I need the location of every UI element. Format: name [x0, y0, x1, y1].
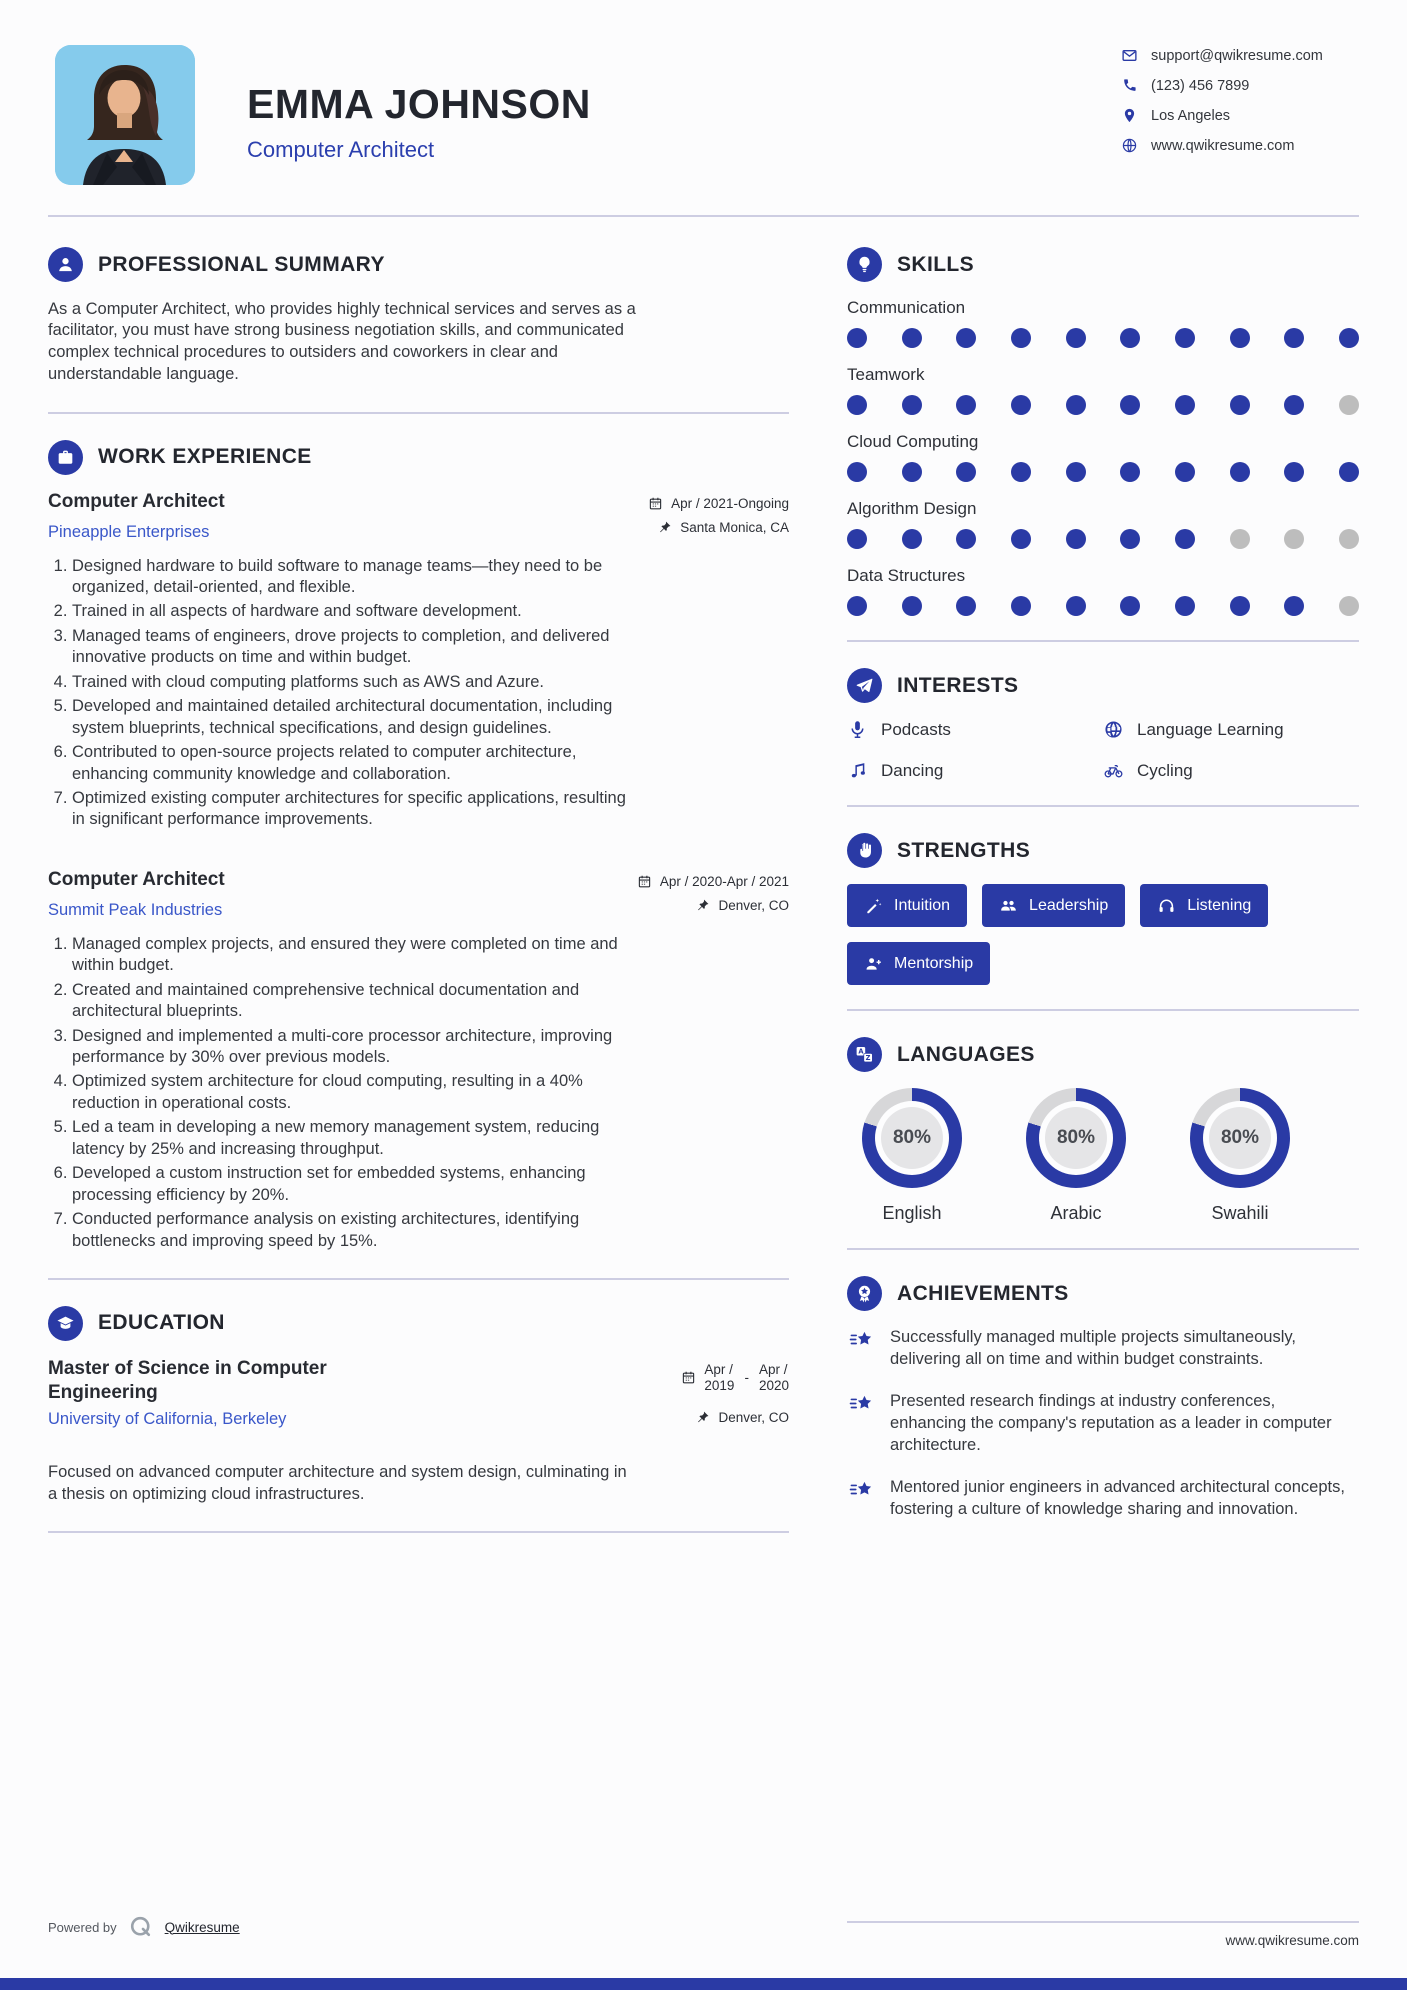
skill-name: Data Structures — [847, 566, 966, 585]
shooting-star-icon — [847, 1328, 877, 1355]
achievements-section-header — [847, 1276, 1359, 1311]
skill-dot — [956, 596, 976, 616]
skill-dot — [1066, 462, 1086, 482]
skill-dot — [902, 395, 922, 415]
interest-item — [847, 719, 1103, 740]
summary-text: As a Computer Architect, who provides highly technical services and serves as a facilitator, you must have strong business negotiation skills, and communicated complex technical procedures to outsiders and coworkers in clear and understandable language. — [48, 299, 636, 383]
skill-dot — [1011, 395, 1031, 415]
skill-dot — [956, 328, 976, 348]
globe-icon — [1103, 719, 1124, 740]
calendar-icon — [648, 496, 663, 511]
achievement-item — [847, 1327, 1347, 1371]
skill-dot — [1066, 395, 1086, 415]
interests-section-header — [847, 668, 1359, 703]
skill-dot — [1175, 529, 1195, 549]
job-date: Apr / 2020-Apr / 2021 — [659, 873, 789, 889]
interest-item — [1103, 760, 1359, 781]
skill-dot — [1230, 395, 1250, 415]
skill-item — [847, 566, 1359, 616]
translate-icon — [847, 1037, 882, 1072]
skills-section-header — [847, 247, 1359, 282]
shooting-star-icon — [847, 1478, 877, 1505]
language-name: Arabic — [1050, 1203, 1102, 1223]
interest-label: Language Learning — [1137, 719, 1284, 739]
languages-section-header — [847, 1037, 1359, 1072]
fist-icon — [847, 833, 882, 868]
job-bullet: 5. Led a team in developing a new memory management system, reducing latency by 25% and increasing throughput. — [72, 1117, 636, 1160]
job-location-row — [657, 520, 789, 535]
microphone-icon — [847, 719, 868, 740]
language-percent: 80% — [1220, 1127, 1260, 1148]
skill-dot — [1066, 529, 1086, 549]
skill-name: Algorithm Design — [847, 499, 977, 518]
language-name: English — [882, 1203, 942, 1223]
medal-icon — [847, 1276, 882, 1311]
skill-dot — [956, 395, 976, 415]
education-meta — [681, 1357, 789, 1425]
contact-location-row — [1121, 107, 1359, 124]
header — [0, 0, 1407, 185]
section-divider — [48, 1531, 789, 1533]
skill-dot — [1120, 328, 1140, 348]
skill-dot — [1120, 529, 1140, 549]
job-entry — [48, 491, 789, 831]
achievements-heading: ACHIEVEMENTS — [897, 1281, 1069, 1305]
location-pin-icon — [1121, 107, 1138, 124]
skill-dot — [1230, 328, 1250, 348]
skill-dot — [1011, 596, 1031, 616]
skill-dot — [1339, 328, 1359, 348]
skill-dot — [1339, 395, 1359, 415]
strength-label: Listening — [1187, 896, 1252, 914]
language-item — [847, 1088, 977, 1224]
achievement-item — [847, 1477, 1347, 1521]
skill-dot — [1230, 596, 1250, 616]
powered-by-label: Powered by — [48, 1919, 117, 1935]
team-icon — [999, 896, 1018, 915]
job-bullet: 7. Conducted performance analysis on existing architectures, identifying bottlenecks and improving speed by 15%. — [72, 1209, 636, 1252]
education-location-row — [695, 1410, 789, 1425]
bicycle-icon — [1103, 760, 1124, 781]
skill-dot — [1284, 462, 1304, 482]
job-company-link[interactable]: Pineapple Enterprises — [48, 522, 210, 541]
interests-grid — [847, 719, 1359, 781]
skill-dots — [847, 328, 1359, 348]
skill-item — [847, 499, 1359, 549]
language-progress-ring — [862, 1088, 962, 1188]
strength-badge — [1140, 884, 1268, 927]
education-entry — [48, 1357, 789, 1446]
job-meta — [637, 869, 789, 913]
job-bullet: 1. Designed hardware to build software to manage teams—they need to be organized, detail-oriented, and flexible. — [72, 556, 636, 599]
interests-heading: INTERESTS — [897, 673, 1019, 697]
education-school-link[interactable]: University of California, Berkeley — [48, 1410, 287, 1429]
job-bullet: 3. Designed and implemented a multi-core processor architecture, improving performance by 30% over previous models. — [72, 1026, 636, 1069]
music-note-icon — [847, 760, 868, 781]
profile-photo-illustration — [55, 45, 195, 185]
job-bullet: 6. Developed a custom instruction set for embedded systems, enhancing processing efficiency by 20%. — [72, 1163, 636, 1206]
section-divider — [847, 1248, 1359, 1250]
language-progress-ring — [1026, 1088, 1126, 1188]
job-title: Computer Architect — [48, 490, 225, 512]
job-location: Santa Monica, CA — [680, 519, 789, 535]
job-company-link[interactable]: Summit Peak Industries — [48, 900, 223, 919]
strength-badge — [982, 884, 1125, 927]
language-percent: 80% — [892, 1127, 932, 1148]
section-divider — [847, 805, 1359, 807]
person-name: EMMA JOHNSON — [247, 81, 591, 127]
strengths-section-header — [847, 833, 1359, 868]
person-icon — [48, 247, 83, 282]
skill-item — [847, 365, 1359, 415]
job-bullet: 2. Trained in all aspects of hardware and software development. — [72, 601, 636, 622]
strength-label: Intuition — [894, 896, 951, 914]
job-meta — [648, 491, 789, 535]
job-bullet: 6. Contributed to open-source projects related to computer architecture, enhancing community knowledge and collaboration. — [72, 742, 636, 785]
skill-dot — [902, 596, 922, 616]
achievement-text: Presented research findings at industry conferences, enhancing the company's reputation as a leader in computer architecture. — [890, 1391, 1332, 1454]
education-heading: EDUCATION — [98, 1311, 225, 1335]
work-section-header — [48, 440, 789, 475]
work-heading: WORK EXPERIENCE — [98, 445, 312, 469]
education-degree: Master of Science in Computer Engineering — [48, 1357, 327, 1403]
skill-name: Teamwork — [847, 365, 925, 384]
job-date: Apr / 2021-Ongoing — [671, 495, 789, 511]
skill-dot — [1011, 529, 1031, 549]
education-date-end: Apr / 2020 — [758, 1361, 789, 1393]
job-title: Computer Architect — [48, 868, 225, 890]
contact-website[interactable]: www.qwikresume.com — [1151, 137, 1295, 154]
summary-section-header — [48, 247, 789, 282]
calendar-icon — [681, 1370, 696, 1385]
education-location: Denver, CO — [718, 1409, 789, 1425]
skill-dot — [1284, 395, 1304, 415]
skill-dot — [1284, 328, 1304, 348]
contact-phone: (123) 456 7899 — [1151, 77, 1250, 94]
job-bullet: 3. Managed teams of engineers, drove projects to completion, and delivered innovative products on time and within budget. — [72, 626, 636, 669]
lightbulb-icon — [847, 247, 882, 282]
bottom-accent-bar — [0, 1978, 1407, 1990]
identity-block — [247, 45, 591, 185]
job-bullet: 5. Developed and maintained detailed architectural documentation, including system blueprints, technical specifications, and design guidelines. — [72, 696, 636, 739]
skill-dot — [1284, 529, 1304, 549]
header-divider — [48, 215, 1359, 217]
skill-dots — [847, 596, 1359, 616]
skill-dot — [1339, 529, 1359, 549]
education-date-start: Apr / 2019 — [704, 1361, 735, 1393]
svg-text:Z: Z — [865, 1054, 871, 1063]
language-item — [1175, 1088, 1305, 1224]
education-section-header — [48, 1306, 789, 1341]
section-divider — [48, 412, 789, 414]
skill-dot — [847, 462, 867, 482]
interest-label: Dancing — [881, 760, 944, 780]
skill-dots — [847, 395, 1359, 415]
strengths-grid — [847, 884, 1317, 985]
skills-heading: SKILLS — [897, 252, 975, 276]
skill-dot — [956, 462, 976, 482]
paper-plane-icon — [847, 668, 882, 703]
right-column — [847, 247, 1359, 1559]
skill-dot — [902, 529, 922, 549]
job-bullet-list — [48, 556, 636, 831]
education-date-row — [681, 1362, 789, 1394]
shooting-star-icon — [847, 1392, 877, 1419]
user-plus-icon — [864, 954, 883, 973]
section-divider — [48, 1278, 789, 1280]
language-percent: 80% — [1056, 1127, 1096, 1148]
contact-location: Los Angeles — [1151, 107, 1231, 124]
footer-website[interactable]: www.qwikresume.com — [847, 1921, 1359, 1948]
achievement-text: Mentored junior engineers in advanced architectural concepts, fostering a culture of knowledge sharing and innovation. — [890, 1477, 1345, 1518]
skill-dot — [847, 328, 867, 348]
profile-photo — [55, 45, 195, 185]
skill-dot — [902, 462, 922, 482]
language-progress-ring — [1190, 1088, 1290, 1188]
section-divider — [847, 1009, 1359, 1011]
strengths-heading: STRENGTHS — [897, 838, 1031, 862]
pushpin-icon — [657, 520, 672, 535]
language-item — [1011, 1088, 1141, 1224]
job-date-row — [648, 496, 789, 511]
skill-item — [847, 298, 1359, 348]
skill-name: Communication — [847, 298, 966, 317]
interest-label: Cycling — [1137, 760, 1193, 780]
language-name: Swahili — [1211, 1203, 1269, 1223]
pushpin-icon — [695, 898, 710, 913]
job-bullet: 1. Managed complex projects, and ensured they were completed on time and within budget. — [72, 934, 636, 977]
skill-dot — [902, 328, 922, 348]
phone-icon — [1121, 77, 1138, 94]
skill-dot — [1175, 328, 1195, 348]
skill-dots — [847, 529, 1359, 549]
strength-badge — [847, 942, 990, 985]
skill-dot — [1230, 529, 1250, 549]
skill-dot — [1284, 596, 1304, 616]
strength-badge — [847, 884, 967, 927]
job-entry — [48, 869, 789, 1252]
skill-dot — [1066, 596, 1086, 616]
skill-dot — [1011, 328, 1031, 348]
skill-dot — [1175, 462, 1195, 482]
skill-dot — [1175, 395, 1195, 415]
skill-name: Cloud Computing — [847, 432, 979, 451]
left-column — [48, 247, 789, 1559]
skill-dot — [1066, 328, 1086, 348]
contact-email[interactable]: support@qwikresume.com — [1151, 47, 1323, 64]
job-bullet: 4. Optimized system architecture for cloud computing, resulting in a 40% reduction in operational costs. — [72, 1071, 636, 1114]
skill-dot — [956, 529, 976, 549]
achievement-text: Successfully managed multiple projects simultaneously, delivering all on time and within budget constraints. — [890, 1328, 1296, 1368]
skill-dot — [1120, 462, 1140, 482]
contact-website-row — [1121, 137, 1359, 154]
email-icon — [1121, 47, 1138, 64]
skill-dot — [1011, 462, 1031, 482]
strength-label: Mentorship — [894, 954, 974, 972]
qwikresume-logo-icon — [128, 1914, 154, 1940]
svg-text:A: A — [858, 1047, 864, 1056]
job-bullet: 4. Trained with cloud computing platforms such as AWS and Azure. — [72, 672, 636, 693]
languages-row — [847, 1088, 1359, 1224]
skill-dot — [1339, 596, 1359, 616]
skill-dot — [1120, 596, 1140, 616]
contact-phone-row — [1121, 77, 1359, 94]
graduation-cap-icon — [48, 1306, 83, 1341]
skill-dot — [847, 529, 867, 549]
education-text: Focused on advanced computer architecture and system design, culminating in a thesis on optimizing cloud infrastructures. — [48, 1462, 627, 1503]
languages-heading: LANGUAGES — [897, 1042, 1035, 1066]
skill-item — [847, 432, 1359, 482]
job-bullet: 7. Optimized existing computer architectures for specific applications, resulting in significant performance improvements. — [72, 788, 636, 831]
job-date-row — [637, 874, 789, 889]
contact-email-row — [1121, 47, 1359, 64]
skill-dot — [1230, 462, 1250, 482]
interest-label: Podcasts — [881, 719, 951, 739]
achievement-item — [847, 1391, 1347, 1457]
job-location-row — [695, 898, 789, 913]
globe-icon — [1121, 137, 1138, 154]
skill-dot — [1120, 395, 1140, 415]
calendar-icon — [637, 874, 652, 889]
job-bullet: 2. Created and maintained comprehensive technical documentation and architectural blueprints. — [72, 980, 636, 1023]
interest-item — [1103, 719, 1359, 740]
contact-block — [1121, 45, 1359, 185]
magic-wand-icon — [864, 896, 883, 915]
skill-dot — [1175, 596, 1195, 616]
headphones-icon — [1157, 896, 1176, 915]
strength-label: Leadership — [1029, 896, 1109, 914]
footer-powered-by — [48, 1914, 240, 1940]
skill-dot — [847, 596, 867, 616]
section-divider — [847, 640, 1359, 642]
job-location: Denver, CO — [718, 897, 789, 913]
person-title: Computer Architect — [247, 137, 435, 162]
interest-item — [847, 760, 1103, 781]
work-icon — [48, 440, 83, 475]
job-bullet-list — [48, 934, 636, 1252]
skill-dots — [847, 462, 1359, 482]
pushpin-icon — [695, 1410, 710, 1425]
skill-dot — [1339, 462, 1359, 482]
summary-heading: PROFESSIONAL SUMMARY — [98, 252, 385, 276]
qwikresume-link[interactable]: Qwikresume — [164, 1919, 240, 1935]
skill-dot — [847, 395, 867, 415]
education-date-separator: - — [744, 1370, 749, 1386]
